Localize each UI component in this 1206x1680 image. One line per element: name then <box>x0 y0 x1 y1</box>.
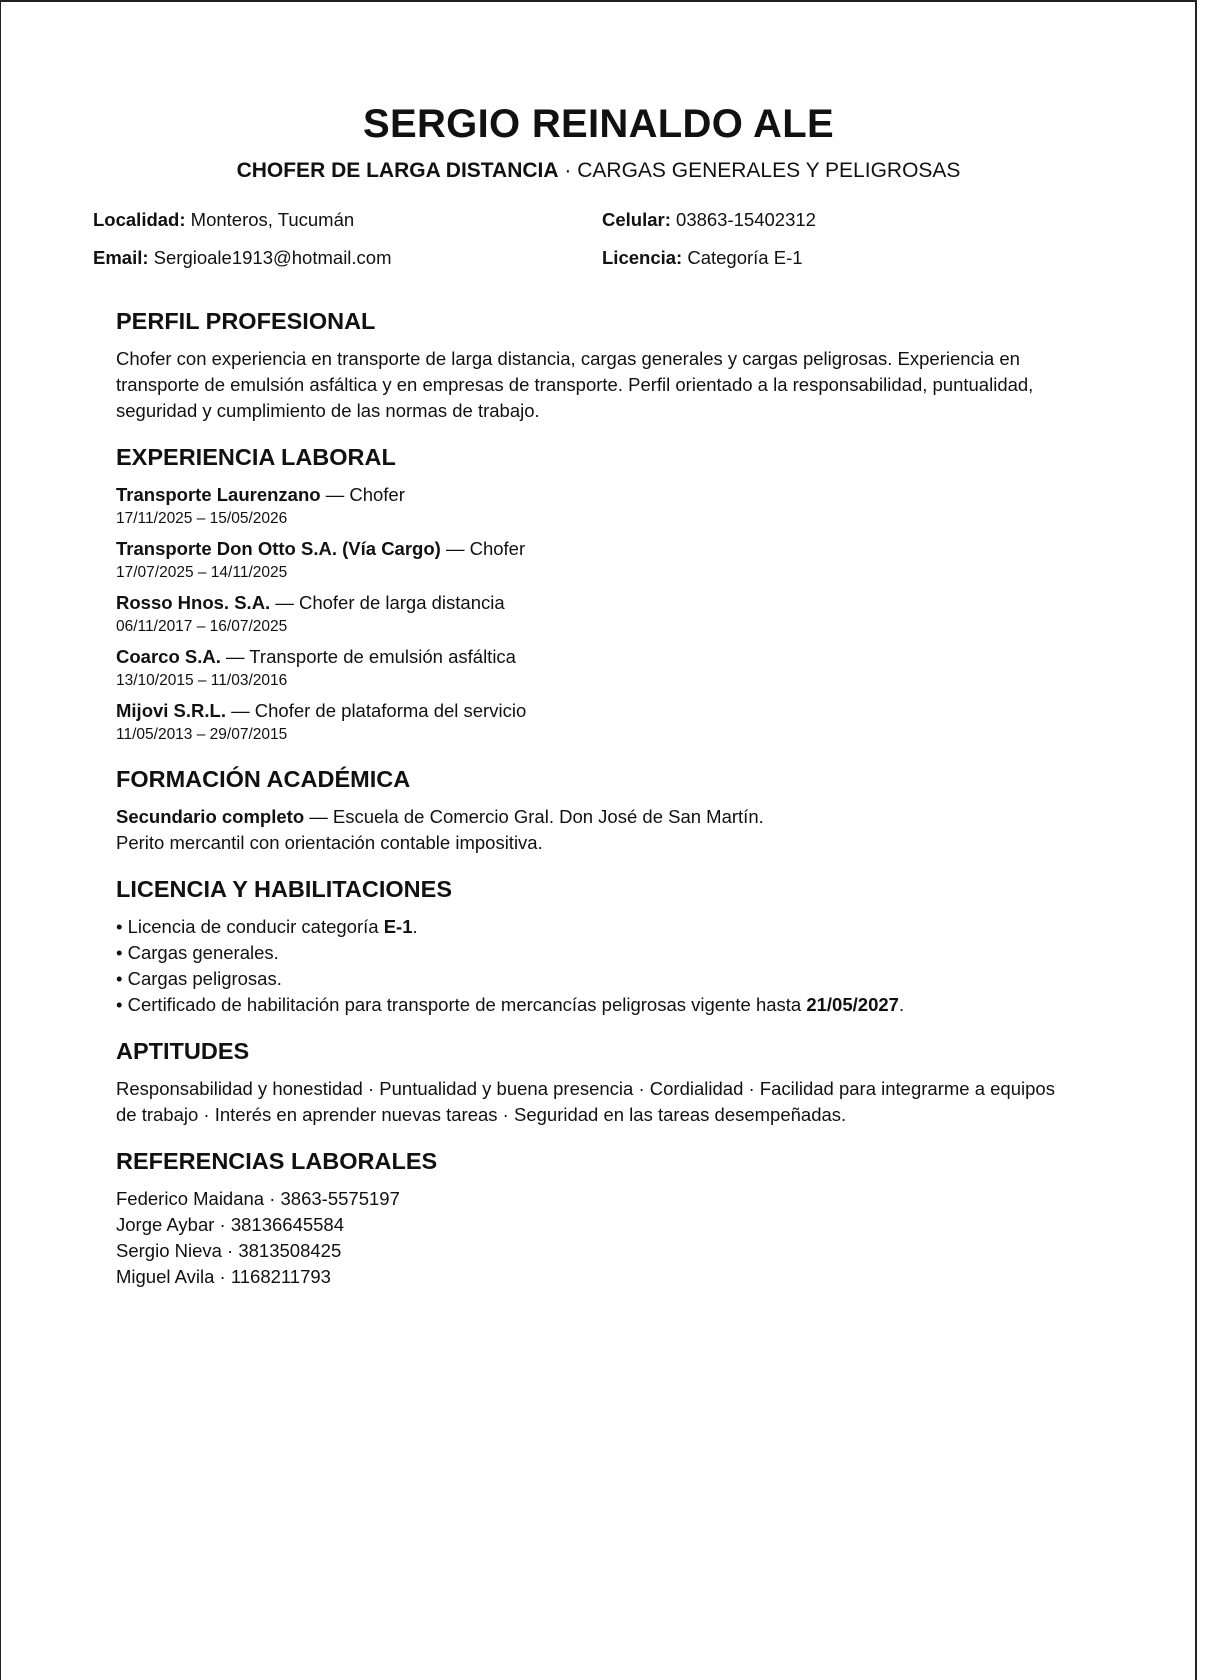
job-entry <box>116 482 1091 530</box>
section-title: EXPERIENCIA LABORAL <box>116 444 396 470</box>
formacion-school: — Escuela de Comercio Gral. Don José de San Martín. <box>304 806 764 827</box>
localidad-label: Localidad: <box>93 209 186 230</box>
job-role: — Transporte de emulsión asfáltica <box>220 646 516 667</box>
contact-celular <box>602 208 1111 246</box>
job-line <box>116 644 1091 670</box>
licencia-bullet <box>116 992 1091 1018</box>
reference-item: Federico Maidana · 3863-5575197 <box>116 1188 400 1209</box>
contact-email <box>93 246 602 284</box>
licencia-bullet: • Cargas peligrosas. <box>116 968 282 989</box>
email-label: Email: <box>93 247 149 268</box>
bullet-text: . <box>412 916 418 937</box>
contact-localidad <box>93 208 602 246</box>
resume-header <box>0 100 1197 184</box>
section-title: PERFIL PROFESIONAL <box>116 308 376 334</box>
contact-info <box>93 208 1113 284</box>
job-role: — Chofer de larga distancia <box>270 592 505 613</box>
job-line <box>116 536 1091 562</box>
job-title-main: CHOFER DE LARGA DISTANCIA <box>236 159 559 182</box>
candidate-name: SERGIO REINALDO ALE <box>363 102 834 146</box>
contact-row <box>93 246 1113 284</box>
job-role: — Chofer <box>440 538 526 559</box>
perfil-line: seguridad y cumplimiento de las normas de trabajo. <box>116 400 540 421</box>
section-perfil <box>116 306 1091 424</box>
celular-label: Celular: <box>602 209 671 230</box>
job-company: Mijovi S.R.L. <box>116 700 226 721</box>
bullet-text: . <box>898 994 905 1015</box>
section-title: REFERENCIAS LABORALES <box>116 1148 438 1174</box>
section-referencias <box>116 1146 1091 1290</box>
job-line <box>116 482 1091 508</box>
formacion-detail: Perito mercantil con orientación contable impositiva. <box>116 832 543 853</box>
bullet-bold: 21/05/2027 <box>806 994 899 1015</box>
job-title-rest: · CARGAS GENERALES Y PELIGROSAS <box>558 159 961 182</box>
job-dates: 06/11/2017 – 16/07/2025 <box>116 618 288 635</box>
section-formacion <box>116 764 1091 856</box>
job-role: — Chofer de plataforma del servicio <box>225 700 527 721</box>
celular-value: 03863-15402312 <box>670 209 816 230</box>
job-company: Coarco S.A. <box>116 646 221 667</box>
job-company: Transporte Don Otto S.A. (Vía Cargo) <box>116 538 441 559</box>
section-title: LICENCIA Y HABILITACIONES <box>116 876 452 902</box>
licencia-bullet <box>116 914 1091 940</box>
bullet-text: • Licencia de conducir categoría <box>116 916 384 937</box>
email-value: Sergioale1913@hotmail.com <box>148 247 392 268</box>
job-entry <box>116 698 1091 746</box>
job-entry <box>116 590 1091 638</box>
licencia-bullet: • Cargas generales. <box>116 942 279 963</box>
job-role: — Chofer <box>320 484 405 505</box>
reference-item: Sergio Nieva · 3813508425 <box>116 1240 342 1261</box>
perfil-line: transporte de emulsión asfáltica y en empresas de transporte. Perfil orientado a la responsabilidad, puntualidad, <box>116 374 1034 395</box>
resume-body <box>116 306 1091 1308</box>
job-company: Rosso Hnos. S.A. <box>116 592 271 613</box>
contact-row <box>93 208 1113 246</box>
aptitudes-line: Responsabilidad y honestidad · Puntualidad y buena presencia · Cordialidad · Facilidad para integrarme a equipos <box>116 1078 1055 1099</box>
licencia-value: Categoría E-1 <box>682 247 803 268</box>
job-entry <box>116 536 1091 584</box>
job-title <box>0 158 1197 184</box>
job-line <box>116 590 1091 616</box>
bullet-text: • Certificado de habilitación para transporte de mercancías peligrosas vigente hasta <box>116 994 807 1015</box>
contact-licencia <box>602 246 1111 284</box>
licencia-label: Licencia: <box>602 247 683 268</box>
job-dates: 11/05/2013 – 29/07/2015 <box>116 726 288 743</box>
localidad-value: Monteros, Tucumán <box>185 209 355 230</box>
aptitudes-line: de trabajo · Interés en aprender nuevas tareas · Seguridad en las tareas desempeñadas. <box>116 1104 847 1125</box>
job-dates: 17/11/2025 – 15/05/2026 <box>116 510 288 527</box>
perfil-line: Chofer con experiencia en transporte de larga distancia, cargas generales y cargas peligrosas. Experiencia en <box>116 348 1020 369</box>
section-experiencia <box>116 442 1091 746</box>
reference-item: Miguel Avila · 1168211793 <box>116 1266 331 1287</box>
job-dates: 17/07/2025 – 14/11/2025 <box>116 564 288 581</box>
job-line <box>116 698 1091 724</box>
job-entry <box>116 644 1091 692</box>
formacion-line <box>116 804 1091 830</box>
section-aptitudes <box>116 1036 1091 1128</box>
reference-item: Jorge Aybar · 38136645584 <box>116 1214 345 1235</box>
bullet-bold: E-1 <box>383 916 413 937</box>
section-title: FORMACIÓN ACADÉMICA <box>116 766 411 792</box>
job-dates: 13/10/2015 – 11/03/2016 <box>116 672 288 689</box>
formacion-degree: Secundario completo <box>116 806 305 827</box>
section-title: APTITUDES <box>116 1038 250 1064</box>
job-company: Transporte Laurenzano <box>116 484 321 505</box>
section-licencia <box>116 874 1091 1018</box>
